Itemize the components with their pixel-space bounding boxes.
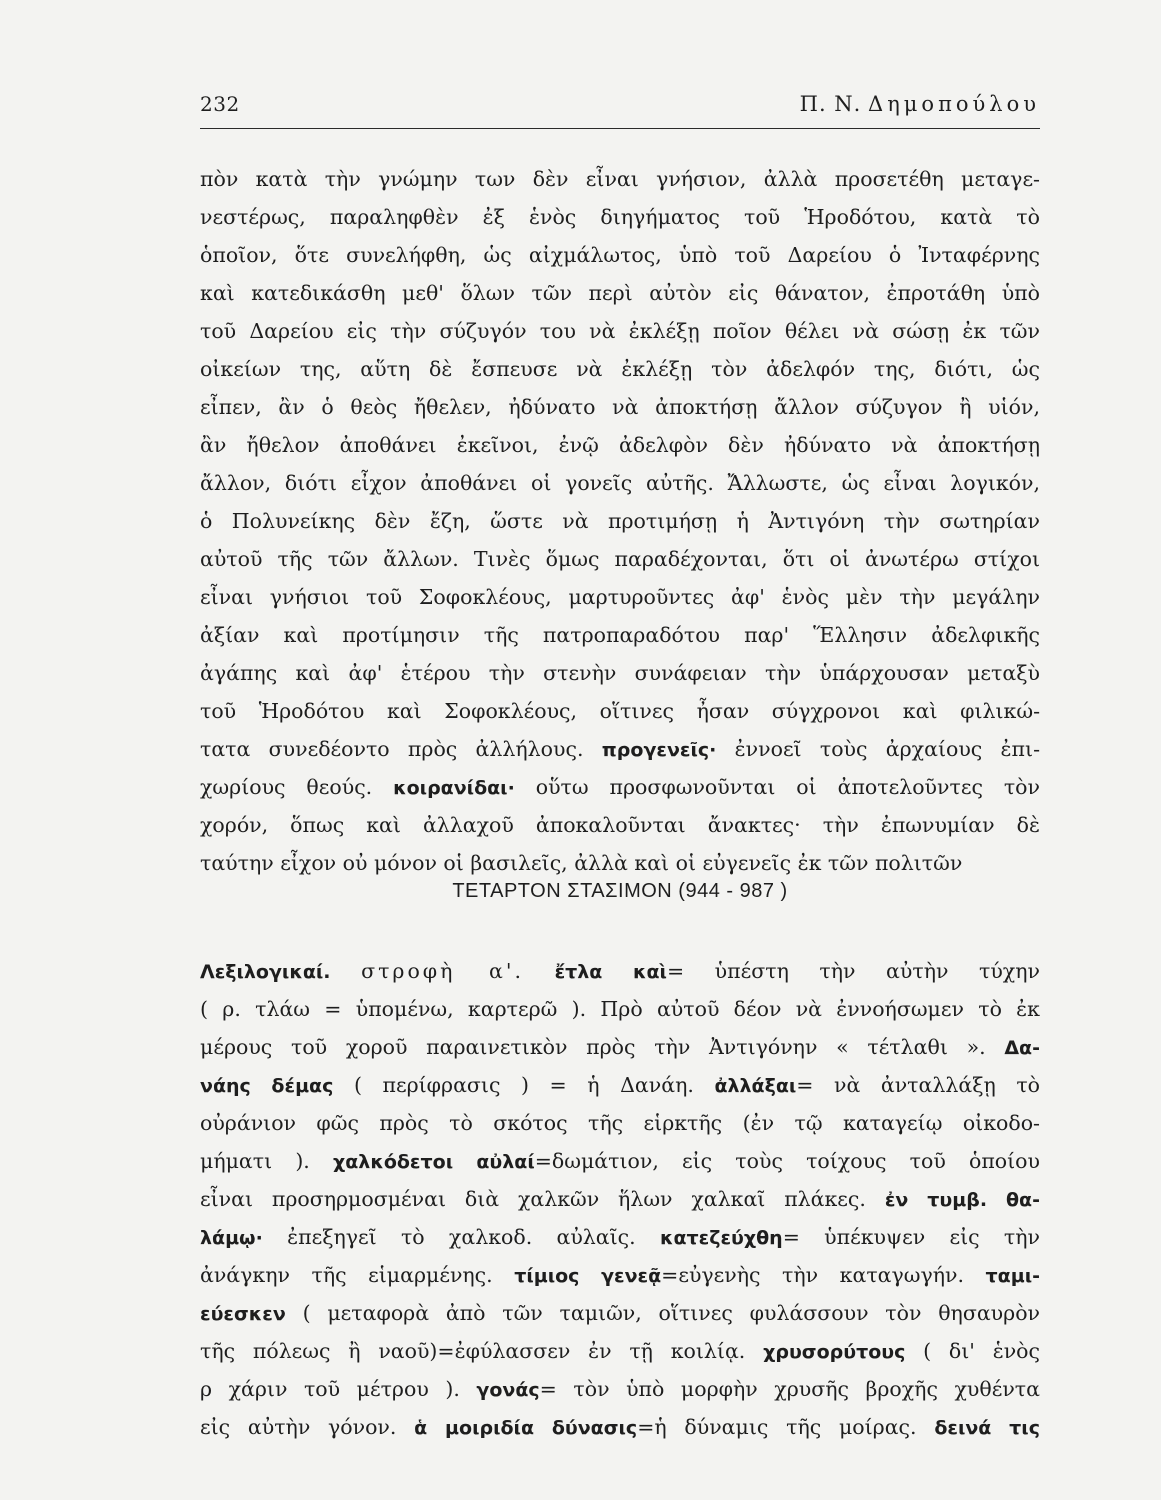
lemma-term: Δα- <box>1004 1037 1040 1059</box>
lemma-term: δεινά τις <box>934 1417 1040 1439</box>
text-line <box>200 1370 1040 1408</box>
text-run: ἀνάγκην τῆς εἱμαρμένης. <box>200 1263 493 1287</box>
text-run: οὕτω προσφωνοῦνται οἱ ἀποτελοῦντες τὸν <box>535 775 1040 799</box>
text-line <box>200 1408 1040 1446</box>
lemma-term: ἔτλα καὶ <box>554 961 667 983</box>
text-line <box>200 1066 1040 1104</box>
text-line: οἰκείων της, αὕτη δὲ ἔσπευσε νὰ ἐκλέξῃ τὸν ἀδελφόν της, διότι, ὡς <box>200 357 1040 381</box>
text-run: ἐννοεῖ τοὺς ἀρχαίους ἐπι- <box>734 737 1040 761</box>
text-line: ἂν ἤθελον ἀποθάνει ἐκεῖνοι, ἐνῷ ἀδελφὸν δὲν ἠδύνατο νὰ ἀποκτήσῃ <box>200 433 1040 457</box>
text-line: ( ρ. τλάω = ὑπομένω, καρτερῶ ). Πρὸ αὐτοῦ δέον νὰ ἐννοήσωμεν τὸ ἐκ <box>200 997 1040 1021</box>
commentary-paragraph <box>200 160 1040 882</box>
text-line: νεστέρως, παραληφθὲν ἐξ ἑνὸς διηγήματος τοῦ Ἡροδότου, κατὰ τὸ <box>200 205 1040 229</box>
page-number: 232 <box>200 92 240 116</box>
lemma-term: ταμι- <box>985 1265 1040 1287</box>
text-line: ἀξίαν καὶ προτίμησιν τῆς πατροπαραδότου παρ' Ἕλλησιν ἀδελφικῆς <box>200 623 1040 647</box>
text-line: εἶπεν, ἂν ὁ θεὸς ἤθελεν, ἠδύνατο νὰ ἀποκτήσῃ ἄλλον σύζυγον ἢ υἱόν, <box>200 395 1040 419</box>
lemma-term: ἀλλάξαι <box>714 1075 797 1097</box>
running-head <box>800 92 1040 116</box>
text-line <box>200 768 1040 806</box>
text-run: = τὸν ὑπὸ μορφὴν χρυσῆς βροχῆς χυθέντα <box>539 1377 1040 1401</box>
text-line <box>200 1218 1040 1256</box>
text-line: χορόν, ὅπως καὶ ἀλλαχοῦ ἀποκαλοῦνται ἄνακτες· τὴν ἐπωνυμίαν δὲ <box>200 813 1040 837</box>
text-line <box>200 952 1040 990</box>
text-line: ὁποῖον, ὅτε συνελήφθη, ὡς αἰχμάλωτος, ὑπὸ τοῦ Δαρείου ὁ Ἰνταφέρνης <box>200 243 1040 267</box>
text-run: = νὰ ἀνταλλάξῃ τὸ <box>796 1073 1040 1097</box>
text-run: ( δι' ἑνὸς <box>923 1339 1040 1363</box>
lemma-term: ἐν τυμβ. θα- <box>884 1189 1040 1211</box>
text-run: ἐπεξηγεῖ τὸ χαλκοδ. αὐλαῖς. <box>287 1225 636 1249</box>
lemma-term: τίμιος γενεᾷ <box>514 1265 662 1287</box>
text-run: εἰς αὐτὴν γόνον. <box>200 1415 397 1439</box>
text-line: ὁ Πολυνείκης δὲν ἔζη, ὥστε νὰ προτιμήσῃ ἡ Ἀντιγόνη τὴν σωτηρίαν <box>200 509 1040 533</box>
lemma-term: προγενεῖς· <box>601 739 717 761</box>
lemma-term: γονάς <box>476 1379 540 1401</box>
text-run: =ἡ δύναμις τῆς μοίρας. <box>637 1415 917 1439</box>
section-heading: ΤΕΤΑΡΤΟΝ ΣΤΑΣΙΜΟΝ (944 - 987 ) <box>452 880 788 902</box>
strophe-label: στροφὴ α'. <box>361 959 524 983</box>
lemma-term: χαλκόδετοι αὐλαί <box>333 1151 535 1173</box>
text-run: μέρους τοῦ χοροῦ παραινετικὸν πρὸς τὴν Ἀντιγόνην « τέτλαθι ». <box>200 1035 986 1059</box>
text-line: ἄλλον, διότι εἶχον ἀποθάνει οἱ γονεῖς αὐτῆς. Ἄλλωστε, ὡς εἶναι λογικόν, <box>200 471 1040 495</box>
glossary-label: Λεξιλογικαί. <box>200 961 331 983</box>
text-line <box>200 1180 1040 1218</box>
lemma-term: εύεσκεν <box>200 1303 286 1325</box>
text-line <box>200 1332 1040 1370</box>
glossary-paragraph <box>200 952 1040 1446</box>
text-run: ( περίφρασις ) = ἡ Δανάη. <box>353 1073 694 1097</box>
text-line: εἶναι γνήσιοι τοῦ Σοφοκλέους, μαρτυροῦντες ἀφ' ἑνὸς μὲν τὴν μεγάλην <box>200 585 1040 609</box>
text-line <box>200 1256 1040 1294</box>
text-line: πὸν κατὰ τὴν γνώμην των δὲν εἶναι γνήσιον, ἀλλὰ προσετέθη μεταγε- <box>200 167 1040 191</box>
text-line: οὐράνιον φῶς πρὸς τὸ σκότος τῆς εἱρκτῆς (ἐν τῷ καταγείῳ οἰκοδο- <box>200 1111 1040 1135</box>
text-line <box>200 1294 1040 1332</box>
text-run: τατα συνεδέοντο πρὸς ἀλλήλους. <box>200 737 584 761</box>
text-run: =εὐγενὴς τὴν καταγωγήν. <box>661 1263 964 1287</box>
text-line: αὐτοῦ τῆς τῶν ἄλλων. Τινὲς ὅμως παραδέχονται, ὅτι οἱ ἀνωτέρω στίχοι <box>200 547 1040 571</box>
text-run: εἶναι προσηρμοσμέναι διὰ χαλκῶν ἥλων χαλκαῖ πλάκες. <box>200 1187 866 1211</box>
page-header <box>200 92 1040 128</box>
text-run: ρ χάριν τοῦ μέτρου ). <box>200 1377 460 1401</box>
text-run: = ὑπέκυψεν εἰς τὴν <box>782 1225 1040 1249</box>
lemma-term: ἁ μοιριδία δύνασις <box>414 1417 638 1439</box>
header-rule <box>200 128 1040 129</box>
lemma-term: νάης δέμας <box>200 1075 334 1097</box>
text-run: = ὑπέστη τὴν αὐτὴν τύχην <box>666 959 1040 983</box>
text-run: μήματι ). <box>200 1149 310 1173</box>
text-line <box>200 1028 1040 1066</box>
text-line: καὶ κατεδικάσθη μεθ' ὅλων τῶν περὶ αὐτὸν εἰς θάνατον, ἐπροτάθη ὑπὸ <box>200 281 1040 305</box>
text-line: τοῦ Ἡροδότου καὶ Σοφοκλέους, οἵτινες ἦσαν σύγχρονοι καὶ φιλικώ- <box>200 699 1040 723</box>
lemma-term: χρυσορύτους <box>763 1341 906 1363</box>
author-surname: Δημοπούλου <box>868 92 1040 116</box>
text-run: ( μεταφορὰ ἀπὸ τῶν ταμιῶν, οἵτινες φυλάσσουν τὸν θησαυρὸν <box>302 1301 1040 1325</box>
lemma-term: κοιρανίδαι· <box>393 777 515 799</box>
text-line: ἀγάπης καὶ ἀφ' ἑτέρου τὴν στενὴν συνάφειαν τὴν ὑπάρχουσαν μεταξὺ <box>200 661 1040 685</box>
text-line <box>200 730 1040 768</box>
text-line <box>200 1142 1040 1180</box>
lemma-term: κατεζεύχθη <box>659 1227 783 1249</box>
lemma-term: λάμῳ· <box>200 1227 263 1249</box>
author-initials: Π. Ν. <box>799 92 862 116</box>
text-line: τοῦ Δαρείου εἰς τὴν σύζυγόν του νὰ ἐκλέξῃ ποῖον θέλει νὰ σώσῃ ἐκ τῶν <box>200 319 1040 343</box>
text-run: τῆς πόλεως ἢ ναοῦ)=ἐφύλασσεν ἐν τῇ κοιλίᾳ. <box>200 1339 746 1363</box>
text-run: χωρίους θεούς. <box>200 775 373 799</box>
text-line: ταύτην εἶχον οὐ μόνον οἱ βασιλεῖς, ἀλλὰ καὶ οἱ εὐγενεῖς ἐκ τῶν πολιτῶν <box>200 851 963 875</box>
text-run: =δωμάτιον, εἰς τοὺς τοίχους τοῦ ὁποίου <box>534 1149 1040 1173</box>
